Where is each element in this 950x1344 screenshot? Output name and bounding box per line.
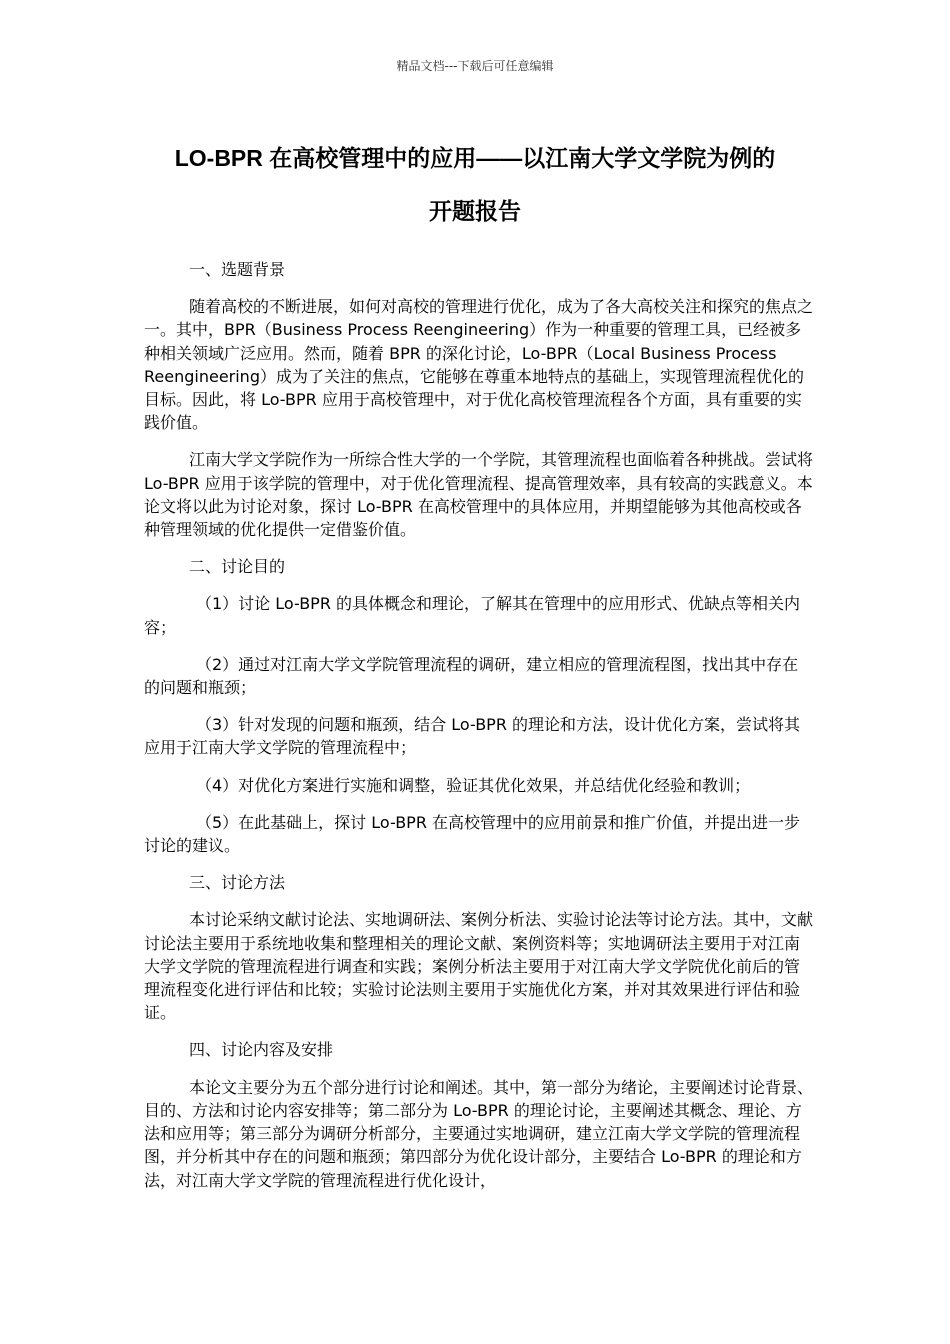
- purpose-item-1: （1）讨论 Lo-BPR 的具体概念和理论，了解其在管理中的应用形式、优缺点等相关内容；: [144, 594, 801, 637]
- purpose-item-2: （2）通过对江南大学文学院管理流程的调研，建立相应的管理流程图，找出其中存在的问题和瓶颈；: [144, 654, 799, 698]
- section-heading-methods: 三、讨论方法: [189, 873, 286, 893]
- page-header: 精品文档---下载后可任意编辑: [396, 59, 554, 73]
- content-paragraph: 本论文主要分为五个部分进行讨论和阐述。其中，第一部分为绪论，主要阐述讨论背景、目的、方法和讨论内容安排等；第二部分为 Lo-BPR 的理论讨论，主要阐述其概念、理论、方法和应用等；第三部分为调研分析部分，主要通过实地调研，建立江南大学文学院的管理流程图，并分析其中存在的问题和瓶颈；第四部分为优化设计部分，主要结合 Lo-BPR 的理论和方法，对江南大学文学院的管理流程进行优化设计，: [144, 1077, 814, 1190]
- methods-paragraph: 本讨论采纳文献讨论法、实地调研法、案例分析法、实验讨论法等讨论方法。其中，文献讨论法主要用于系统地收集和整理相关的理论文献、案例资料等；实地调研法主要用于对江南大学文学院的管理流程进行调查和实践；案例分析法主要用于对江南大学文学院优化前后的管理流程变化进行评估和比较；实验讨论法则主要用于实施优化方案，并对其效果进行评估和验证。: [144, 910, 814, 1023]
- section-heading-purpose: 二、讨论目的: [189, 557, 286, 577]
- document-body: [144, 258, 814, 1206]
- background-paragraph-2: 江南大学文学院作为一所综合性大学的一个学院，其管理流程也面临着各种挑战。尝试将 Lo-BPR 应用于该学院的管理中，对于优化管理流程、提高管理效率，具有较高的实践意义。本论文将以此为讨论对象，探讨 Lo-BPR 在高校管理中的具体应用，并期望能够为其他高校或各种管理领域的优化提供一定借鉴价值。: [144, 450, 814, 540]
- section-heading-background: 一、选题背景: [189, 260, 286, 279]
- purpose-item-4: （4）对优化方案进行实施和调整，验证其优化效果，并总结优化经验和教训；: [196, 775, 751, 795]
- background-paragraph-1: 随着高校的不断进展，如何对高校的管理进行优化，成为了各大高校关注和探究的焦点之一。其中，BPR（Business Process Reengineering）作为一种重要的管理工具，已经被多种相关领域广泛应用。然而，随着 BPR 的深化讨论，Lo-BPR（Local Business Process Reengineering）成为了关注的焦点，它能够在尊重本地特点的基础上，实现管理流程优化的目标。因此，将 Lo-BPR 应用于高校管理中，对于优化高校管理流程各个方面，具有重要的实践价值。: [144, 297, 814, 433]
- purpose-item-5: （5）在此基础上，探讨 Lo-BPR 在高校管理中的应用前景和推广价值，并提出进一步讨论的建议。: [144, 812, 801, 856]
- title-line-1: LO-BPR 在高校管理中的应用——以江南大学文学院为例的: [174, 145, 776, 171]
- section-heading-content: 四、讨论内容及安排: [189, 1040, 334, 1060]
- title-line-2: 开题报告: [429, 198, 521, 224]
- purpose-item-3: （3）针对发现的问题和瓶颈，结合 Lo-BPR 的理论和方法，设计优化方案，尝试将其应用于江南大学文学院的管理流程中；: [144, 715, 801, 758]
- document-title: [120, 132, 830, 238]
